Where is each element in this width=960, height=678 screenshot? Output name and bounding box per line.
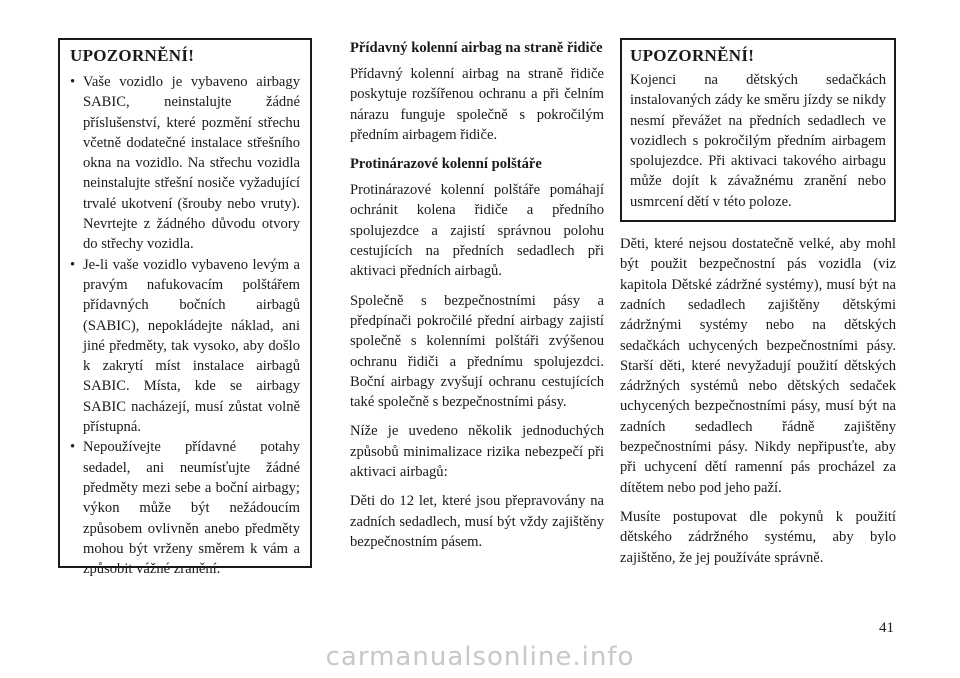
left-column	[58, 38, 312, 578]
paragraph-knee-airbag: Přídavný kolenní airbag na straně řidiče poskytuje rozšířenou ochranu a při čelním nárazu funguje společně s pokročilým předním airbagem řidiče.	[350, 66, 604, 143]
warning-item-3: • Nepoužívejte přídavné potahy sedadel, ani neumísťujte žádné předměty mezi sebe a boční airbagy; výkon může být nežádoucím způsobem ovlivněn anebo předměty mohou být vrženy směrem k vám a způsobit vážné zranění.	[70, 437, 300, 579]
paragraph-follow-instructions: Musíte postupovat dle pokynů k použití dětského zádržného systému, aby bylo zajištěno, že jej používáte správně.	[620, 508, 896, 566]
paragraph-child-restraints: Děti, které nejsou dostatečně velké, aby mohl být použit bezpečnostní pás vozidla (viz kapitola Dětské zádržné systémy), musí být na zadních sedadlech zajištěny dětskými zádržnými systémy nebo na dětských sedačkách uchycených bezpečnostními pásy. Starší děti, které nevyžadují použití dětských zádržných systémů nebo dětských sedaček uchycených bezpečnostními pásy, musí být na zadních sedadlech řádně zajištěny bezpečnostními pásy. Nikdy nepřipusťte, aby při uchycení dětí ramenní pás procházel za dítětem nebo pod jeho paží.	[620, 236, 896, 496]
heading-knee-airbag: Přídavný kolenní airbag na straně řidiče	[350, 40, 603, 56]
paragraph-combined-protection: Společně s bezpečnostními pásy a předpínači pokročilé přední airbagy zajistí společně s kolenními polštáři zvýšenou ochranu řidiči a přednímu spolujezdci. Boční airbagy zvyšují ochranu cestujících také společně s bezpečnostními pásy.	[350, 292, 604, 411]
heading-knee-bolsters: Protinárazové kolenní polštáře	[350, 156, 542, 173]
paragraph-risk-intro: Níže je uvedeno několik jednoduchých způsobů minimalizace rizika nebezpečí při aktivaci airbagů:	[350, 423, 604, 481]
page-number: 41	[879, 620, 894, 636]
watermark-text: carmanualsonline.info	[325, 642, 635, 672]
warning-item-1: • Vaše vozidlo je vybaveno airbagy SABIC, neinstalujte žádné příslušenství, které pozmění střechu včetně dodatečné instalace střešního okna na vozidlo. Na střechu vozidla neinstalujte střešní nosiče vyžadující trvalé ukotvení (šrouby nebo vruty). Nevrtejte z žádného důvodu otvory do střechy vozidla.	[70, 72, 300, 255]
right-column	[620, 38, 896, 577]
warning-title: UPOZORNĚNÍ!	[70, 46, 195, 65]
paragraph-knee-bolsters: Protinárazové kolenní polštáře pomáhají ochránit kolena řidiče a předního spolujezdce a zajistí správnou polohu cestujících na předních sedadlech při aktivaci předních airbagů.	[350, 182, 604, 280]
warning-item-2: • Je-li vaše vozidlo vybaveno levým a pravým nafukovacím polštářem přídavných bočních airbagů (SABIC), nepokládejte náklad, ani jiné předměty, tak vysoko, aby došlo k zakrytí míst instalace airbagů SABIC. Místa, kde se airbagy SABIC nacházejí, musí zůstat volně přístupná.	[70, 255, 300, 438]
warning-text: Kojenci na dětských sedačkách instalovaných zády ke směru jízdy se nikdy nesmí převážet na předních sedadlech ve vozidlech s pokročilým předním airbagem spolujezdce. Při aktivaci takového airbagu může dojít k závažnému zranění nebo usmrcení dětí v této poloze.	[630, 72, 886, 210]
warning-box-sabic	[58, 38, 312, 578]
middle-column	[350, 38, 604, 561]
warning-box-infants	[620, 38, 896, 222]
warning-list	[70, 72, 300, 579]
paragraph-children-12: Děti do 12 let, které jsou přepravovány na zadních sedadlech, musí být vždy zajištěny bezpečnostním pásem.	[350, 493, 604, 550]
warning-title: UPOZORNĚNÍ!	[630, 46, 755, 65]
